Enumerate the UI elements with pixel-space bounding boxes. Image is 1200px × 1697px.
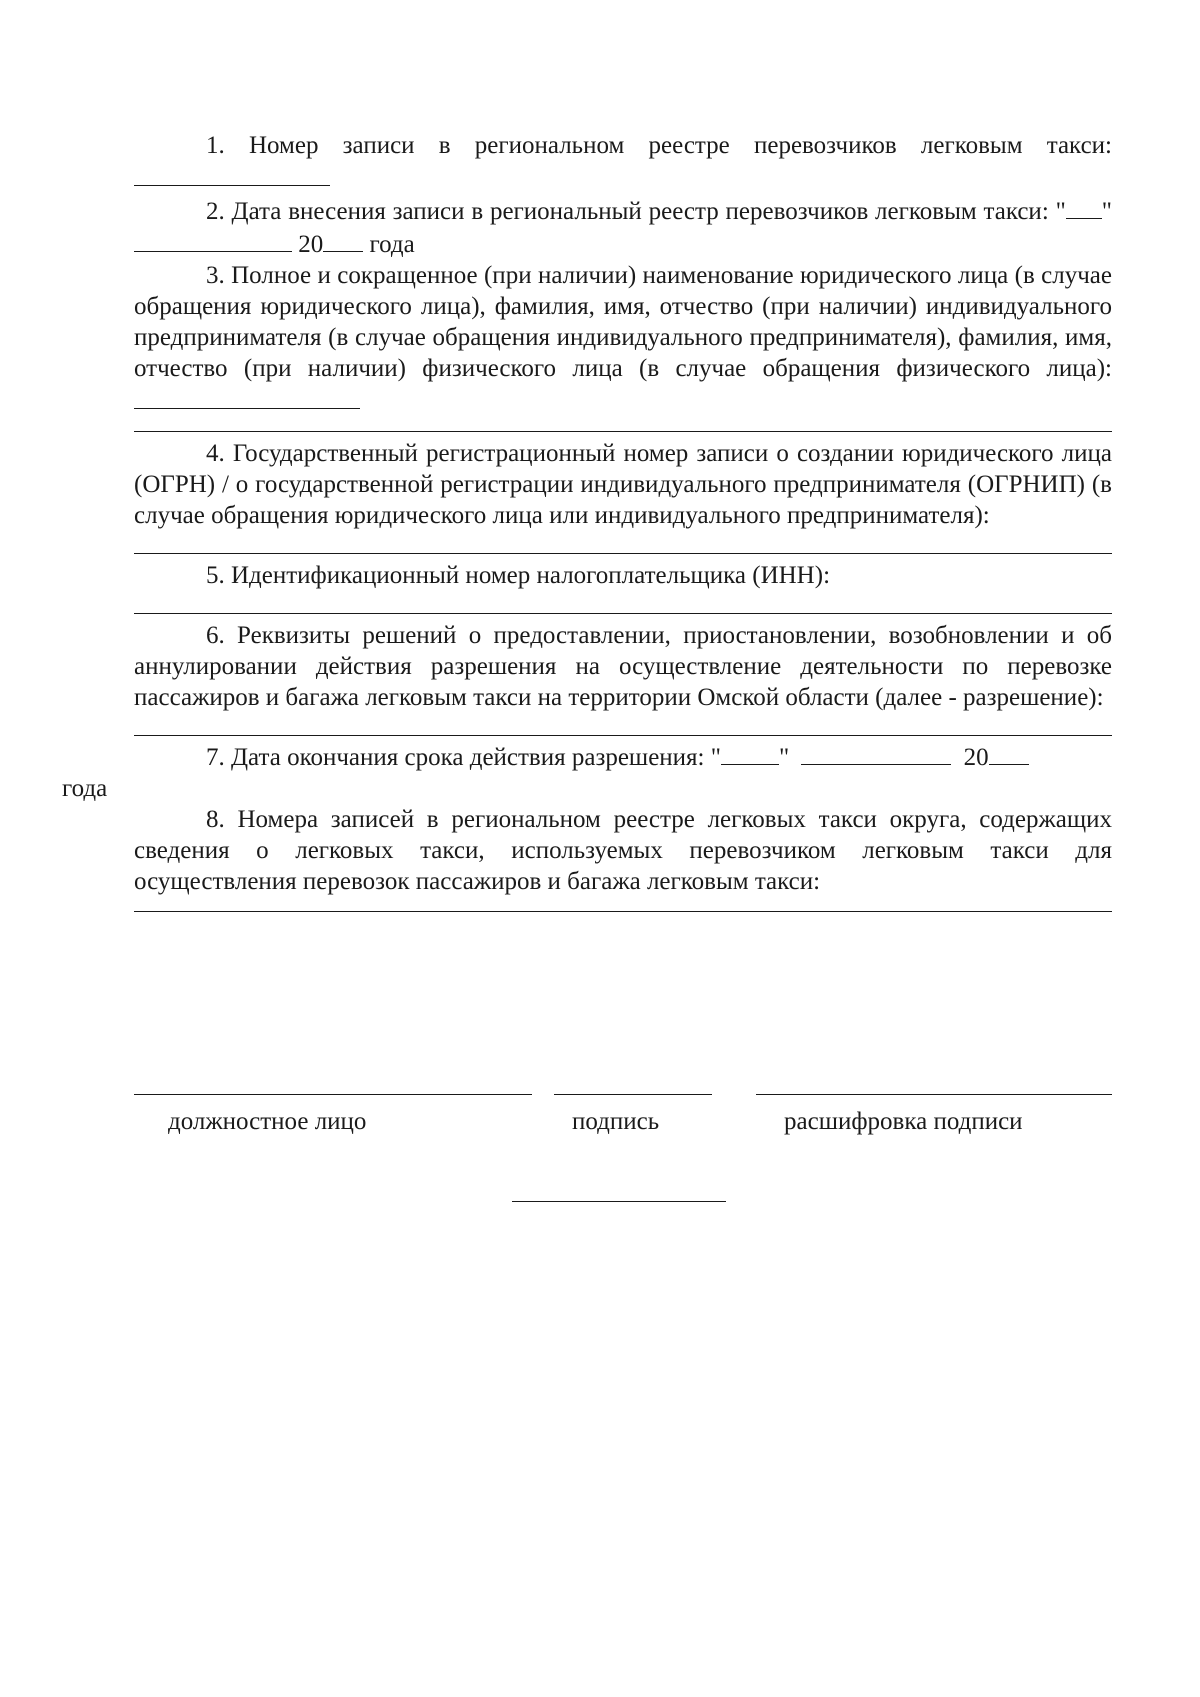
decoding-line[interactable] <box>756 1094 1112 1095</box>
item-2-text: 2. Дата внесения записи в региональный реестр перевозчиков легковым такси: " <box>206 198 1066 225</box>
item-2-entry-date <box>134 194 1112 260</box>
item-8-blank-line[interactable] <box>134 911 1112 912</box>
item-7-century: 20 <box>963 744 989 771</box>
item-7-quote: " <box>778 744 790 771</box>
signature-block <box>134 1094 1112 1154</box>
signature-line[interactable] <box>554 1094 712 1095</box>
item-5-inn <box>134 560 1112 591</box>
item-4-text: 4. Государственный регистрационный номер записи о создании юридического лица (ОГРН) / о государственной регистрации индивидуального предпринимателя (ОГРНИП) (в случае обращения юридического лица или индивидуального предпринимателя): <box>134 440 1112 529</box>
item-2-year-blank[interactable] <box>323 227 363 252</box>
item-7-year-word: года <box>62 775 108 802</box>
signature-label: подпись <box>572 1108 660 1135</box>
item-8-text: 8. Номера записей в региональном реестре легковых такси округа, содержащих сведения о легковых такси, используемых перевозчиком легковым такси для осуществления перевозок пассажиров и багажа легковым такси: <box>134 806 1112 895</box>
item-3-blank[interactable] <box>134 384 360 409</box>
item-8-taxi-records <box>134 804 1112 897</box>
item-3-text: 3. Полное и сокращенное (при наличии) наименование юридического лица (в случае обращения юридического лица), фамилия, имя, отчество (при наличии) индивидуального предпринимателя (в случае обращения индивидуального предпринимателя), фамилия, имя, отчество (при наличии) физического лица (в случае обращения физического лица): <box>134 262 1112 382</box>
item-2-century: 20 <box>298 231 324 258</box>
form-body <box>62 130 1112 912</box>
item-1-record-number <box>134 130 1112 194</box>
item-4-ogrn <box>134 438 1112 531</box>
item-7-year-blank[interactable] <box>989 740 1029 765</box>
item-6-text: 6. Реквизиты решений о предоставлении, приостановлении, возобновлении и об аннулировании действия разрешения на осуществление деятельности по перевозке пассажиров и багажа легковым такси на территории Омской области (далее - разрешение): <box>134 622 1112 711</box>
item-5-text: 5. Идентификационный номер налогоплательщика (ИНН): <box>206 562 831 589</box>
item-7-permit-expiry <box>62 740 1112 804</box>
item-7-day-blank[interactable] <box>721 740 779 765</box>
item-2-day-blank[interactable] <box>1066 194 1102 219</box>
official-line[interactable] <box>134 1094 532 1095</box>
item-2-year-word: года <box>369 231 415 258</box>
item-6-permit-decisions <box>134 620 1112 713</box>
item-2-quote: " <box>1101 198 1112 225</box>
item-1-blank[interactable] <box>134 161 330 186</box>
item-1-text: 1. Номер записи в региональном реестре перевозчиков легковым такси: <box>206 132 1112 159</box>
item-7-text: 7. Дата окончания срока действия разрешения: " <box>206 744 721 771</box>
bottom-short-line <box>512 1201 726 1202</box>
decoding-label: расшифровка подписи <box>784 1108 1023 1135</box>
item-3-name <box>134 260 1112 417</box>
official-label: должностное лицо <box>168 1108 367 1135</box>
item-2-month-blank[interactable] <box>134 227 292 252</box>
item-7-month-blank[interactable] <box>801 740 951 765</box>
